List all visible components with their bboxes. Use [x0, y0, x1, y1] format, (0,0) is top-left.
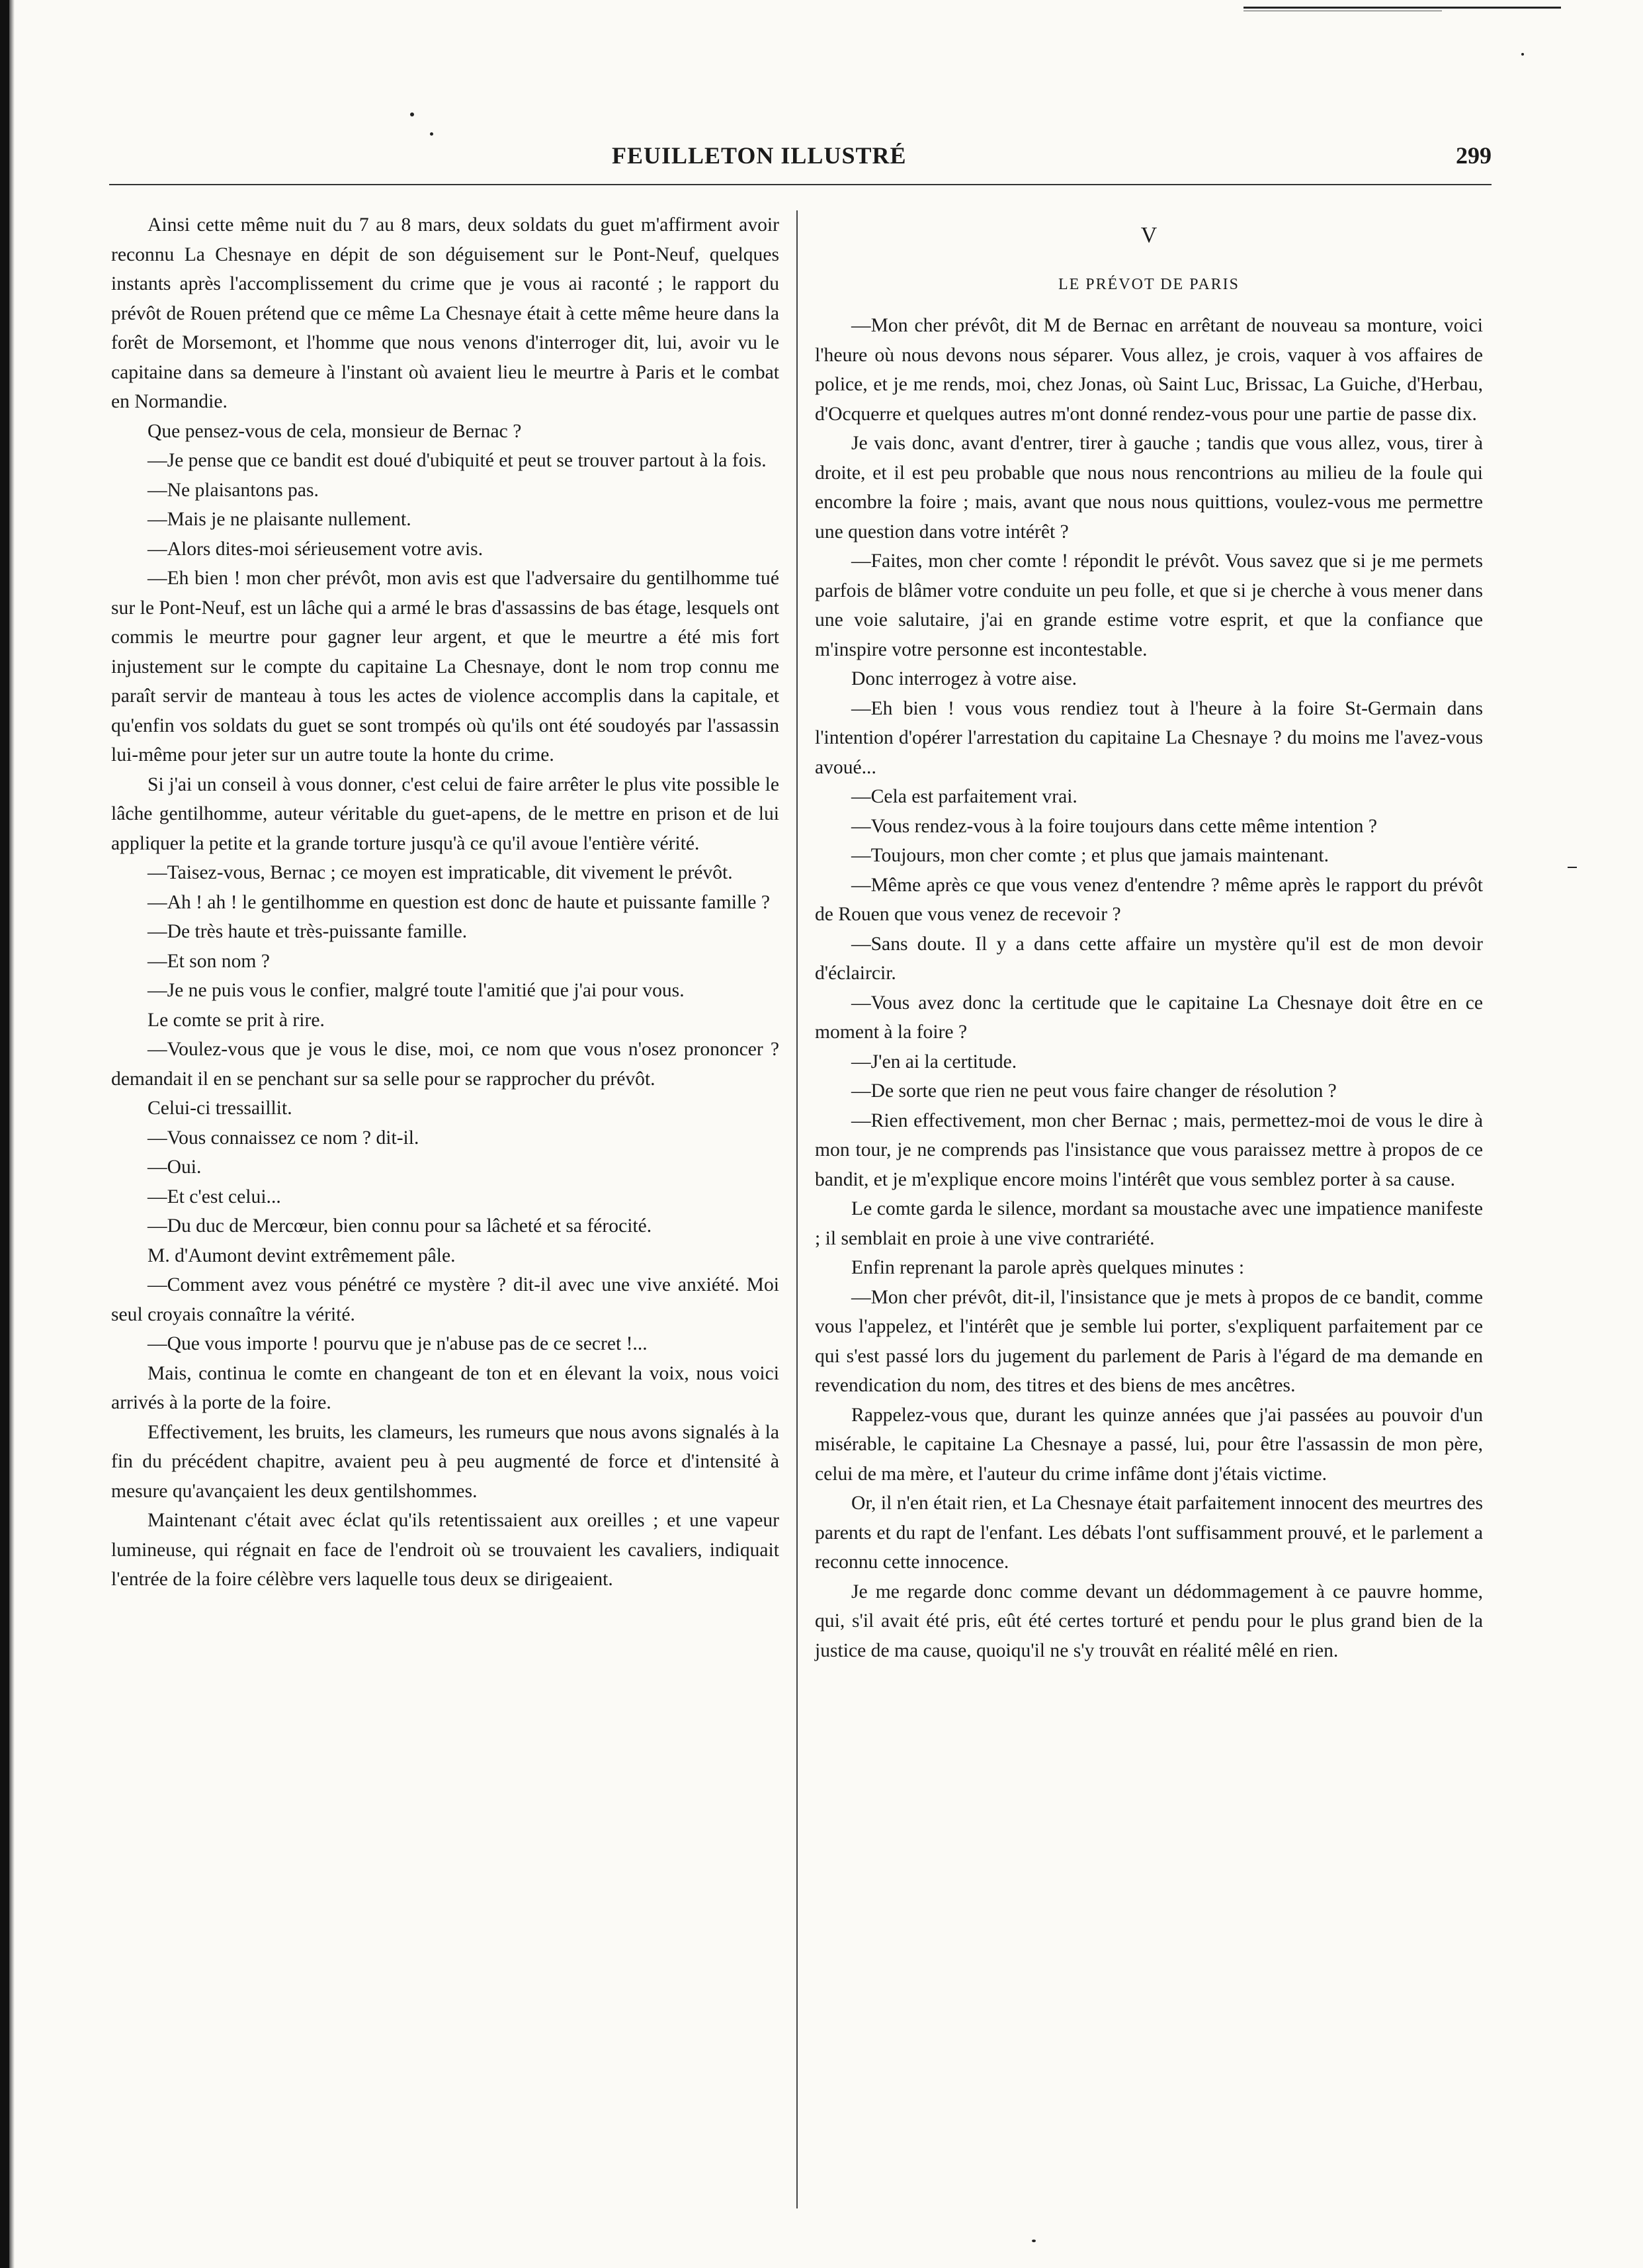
right-column [815, 220, 1483, 1665]
header-rule [109, 184, 1492, 185]
paragraph: Que pensez-vous de cela, monsieur de Bernac ? [147, 420, 522, 442]
scan-speck [1521, 53, 1524, 56]
paragraph: —Ah ! ah ! le gentilhomme en question est donc de haute et puissante famille ? [147, 891, 770, 913]
paragraph: —Du duc de Mercœur, bien connu pour sa lâcheté et sa férocité. [147, 1215, 652, 1237]
paragraph: —Mon cher prévôt, dit-il, l'insistance que je mets à propos de ce bandit, comme vous l'appelez, et l'intérêt que je semble lui porter, s'expliquent parfaitement par ce qui s'est passé lors du jugement du parlement de Paris à l'égard de ma demande en revendication du nom, des titres et des biens de mes ancêtres. [815, 1286, 1483, 1396]
paragraph: —J'en ai la certitude. [851, 1051, 1017, 1072]
paragraph: Le comte se prit à rire. [147, 1009, 325, 1031]
paragraph: —Je pense que ce bandit est doué d'ubiquité et peut se trouver partout à la fois. [147, 450, 767, 471]
paragraph: —Oui. [147, 1156, 202, 1178]
paragraph: —Mon cher prévôt, dit M de Bernac en arrêtant de nouveau sa monture, voici l'heure où nous devons nous séparer. Vous allez, je crois, vaquer à vos affaires de police, et je me rends, moi, chez Jonas, où Saint Luc, Brissac, La Guiche, d'Herbau, d'Ocquerre et quelques autres m'ont donné rendez-vous pour une partie de passe dix. [815, 315, 1483, 425]
running-title: FEUILLETON ILLUSTRÉ [612, 142, 907, 169]
paragraph: —Alors dites-moi sérieusement votre avis. [147, 538, 484, 560]
paragraph: —Cela est parfaitement vrai. [851, 786, 1077, 807]
paragraph: —Et son nom ? [147, 950, 270, 972]
paragraph: —Taisez-vous, Bernac ; ce moyen est impraticable, dit vivement le prévôt. [147, 862, 733, 883]
paragraph: Je vais donc, avant d'entrer, tirer à gauche ; tandis que vous allez, vous, tirer à droite, et il est peu probable que nous nous rencontrions au milieu de la foule qui encombre la foire ; mais, avant que nous nous quittions, voulez-vous me permettre une question dans votre intérêt ? [815, 433, 1483, 543]
scan-speck [1032, 2240, 1036, 2242]
paragraph: —Et c'est celui... [147, 1186, 281, 1207]
paragraph: —Même après ce que vous venez d'entendre ? même après le rapport du prévôt de Rouen que vous venez de recevoir ? [815, 874, 1483, 925]
page-binding-edge [0, 0, 9, 2268]
page-header [109, 142, 1492, 175]
paragraph: Or, il n'en était rien, et La Chesnaye était parfaitement innocent des meurtres des parents et du rapt de l'enfant. Les débats l'ont suffisamment prouvé, et le parlement a reconnu cette innocence. [815, 1493, 1483, 1573]
paragraph: —Que vous importe ! pourvu que je n'abuse pas de ce secret !... [147, 1333, 648, 1354]
paragraph: —Toujours, mon cher comte ; et plus que jamais maintenant. [851, 845, 1329, 866]
paragraph: Rappelez-vous que, durant les quinze années que j'ai passées au pouvoir d'un misérable, le capitaine La Chesnaye a passé, lui, pour être l'assassin de mon père, celui de ma mère, et l'auteur du crime infâme dont j'étais victime. [815, 1404, 1483, 1485]
paragraph: —Sans doute. Il y a dans cette affaire un mystère qu'il est de mon devoir d'éclaircir. [815, 933, 1483, 984]
top-edge-mark [1243, 7, 1561, 9]
paragraph: Si j'ai un conseil à vous donner, c'est celui de faire arrêter le plus vite possible le lâche gentilhomme, auteur véritable du guet-apens, de le mettre en prison et de lui appliquer la petite et la grande torture jusqu'à ce qu'il avoue l'entière vérité. [111, 773, 779, 854]
paragraph: —Eh bien ! mon cher prévôt, mon avis est que l'adversaire du gentilhomme tué sur le Pont-Neuf, est un lâche qui a armé le bras d'assassins de bas étage, lesquels ont commis le meurtre pour gagner leur argent, et que le meurtre a été mis fort injustement sur le compte du capitaine La Chesnaye, dont le nom trop connu me paraît servir de manteau à tous les actes de violence accomplis dans la capitale, et qu'enfin vos soldats du guet se sont trompés où qu'ils ont été soudoyés par l'assassin lui-même pour jeter sur un autre toute la honte du crime. [111, 568, 779, 765]
paragraph: Ainsi cette même nuit du 7 au 8 mars, deux soldats du guet m'affirment avoir reconnu La Chesnaye en dépit de son déguisement sur le Pont-Neuf, quelques instants après l'accomplissement du crime que je vous ai raconté ; le rapport du prévôt de Rouen prétend que ce même La Chesnaye était à cette même heure dans la forêt de Morsemont, et l'homme que nous venons d'interroger dit, lui, avoir vu le capitaine dans sa demeure à l'instant où avaient lieu le meurtre à Paris et le combat en Normandie. [111, 214, 779, 412]
paragraph: —Vous avez donc la certitude que le capitaine La Chesnaye doit être en ce moment à la foire ? [815, 992, 1483, 1043]
paragraph: Je me regarde donc comme devant un dédommagement à ce pauvre homme, qui, s'il avait été pris, eût été certes torturé et pendu pour le plus grand bien de la justice de ma cause, quoiqu'il ne s'y trouvât en réalité mêlé en rien. [815, 1581, 1483, 1661]
page-number: 299 [1456, 142, 1492, 169]
column-divider [796, 210, 798, 2208]
paragraph: —Vous connaissez ce nom ? dit-il. [147, 1127, 419, 1149]
paragraph: —Vous rendez-vous à la foire toujours dans cette même intention ? [851, 815, 1377, 837]
binding-shadow [9, 0, 15, 2268]
paragraph: —Ne plaisantons pas. [147, 479, 319, 501]
paragraph: Celui-ci tressaillit. [147, 1098, 292, 1119]
paragraph: —Eh bien ! vous vous rendiez tout à l'heure à la foire St-Germain dans l'intention d'opérer l'arrestation du capitaine La Chesnaye ? du moins me l'avez-vous avoué... [815, 697, 1483, 778]
paragraph: Effectivement, les bruits, les clameurs, les rumeurs que nous avons signalés à la fin du précédent chapitre, avaient peu à peu augmenté de force et d'intensité à mesure qu'avançaient les deux gentilshommes. [111, 1421, 779, 1502]
paragraph: —Rien effectivement, mon cher Bernac ; mais, permettez-moi de vous le dire à mon tour, je ne comprends pas l'insistance que vous paraissez mettre à propos de ce bandit, et je m'explique encore moins l'intérêt que vous semblez porter à sa cause. [815, 1110, 1483, 1190]
scan-speck [1568, 867, 1577, 868]
paragraph: Donc interrogez à votre aise. [851, 668, 1077, 689]
paragraph: Mais, continua le comte en changeant de ton et en élevant la voix, nous voici arrivés à la porte de la foire. [111, 1362, 779, 1413]
paragraph: —Voulez-vous que je vous le dise, moi, ce nom que vous n'osez prononcer ? demandait il en se penchant sur sa selle pour se rapprocher du prévôt. [111, 1039, 779, 1090]
scan-speck [430, 132, 433, 136]
paragraph: M. d'Aumont devint extrêmement pâle. [147, 1244, 456, 1266]
chapter-title: LE PRÉVOT DE PARIS [1058, 276, 1240, 293]
scan-speck [410, 112, 414, 116]
paragraph: Le comte garda le silence, mordant sa moustache avec une impatience manifeste ; il semblait en proie à une vive contrariété. [815, 1198, 1483, 1249]
left-column [111, 210, 779, 1594]
paragraph: —Mais je ne plaisante nullement. [147, 509, 411, 530]
paragraph: —Je ne puis vous le confier, malgré toute l'amitié que j'ai pour vous. [147, 980, 685, 1001]
paragraph: —De très haute et très-puissante famille. [147, 921, 468, 942]
chapter-number: V [1140, 223, 1158, 247]
paragraph: Enfin reprenant la parole après quelques minutes : [851, 1257, 1245, 1278]
paragraph: —Faites, mon cher comte ! répondit le prévôt. Vous savez que si je me permets parfois de blâmer votre conduite un peu folle, et que si je cherche à vous mener dans une voie salutaire, j'ai en grande estime votre esprit, et que la confiance que m'inspire votre personne est incontestable. [815, 550, 1483, 660]
paragraph: —De sorte que rien ne peut vous faire changer de résolution ? [851, 1080, 1337, 1102]
paragraph: Maintenant c'était avec éclat qu'ils retentissaient aux oreilles ; et une vapeur lumineuse, qui régnait en face de l'endroit où se trouvaient les cavaliers, indiquait l'entrée de la foire célèbre vers laquelle tous deux se dirigeaient. [111, 1510, 779, 1590]
paragraph: —Comment avez vous pénétré ce mystère ? dit-il avec une vive anxiété. Moi seul croyais connaître la vérité. [111, 1274, 779, 1325]
